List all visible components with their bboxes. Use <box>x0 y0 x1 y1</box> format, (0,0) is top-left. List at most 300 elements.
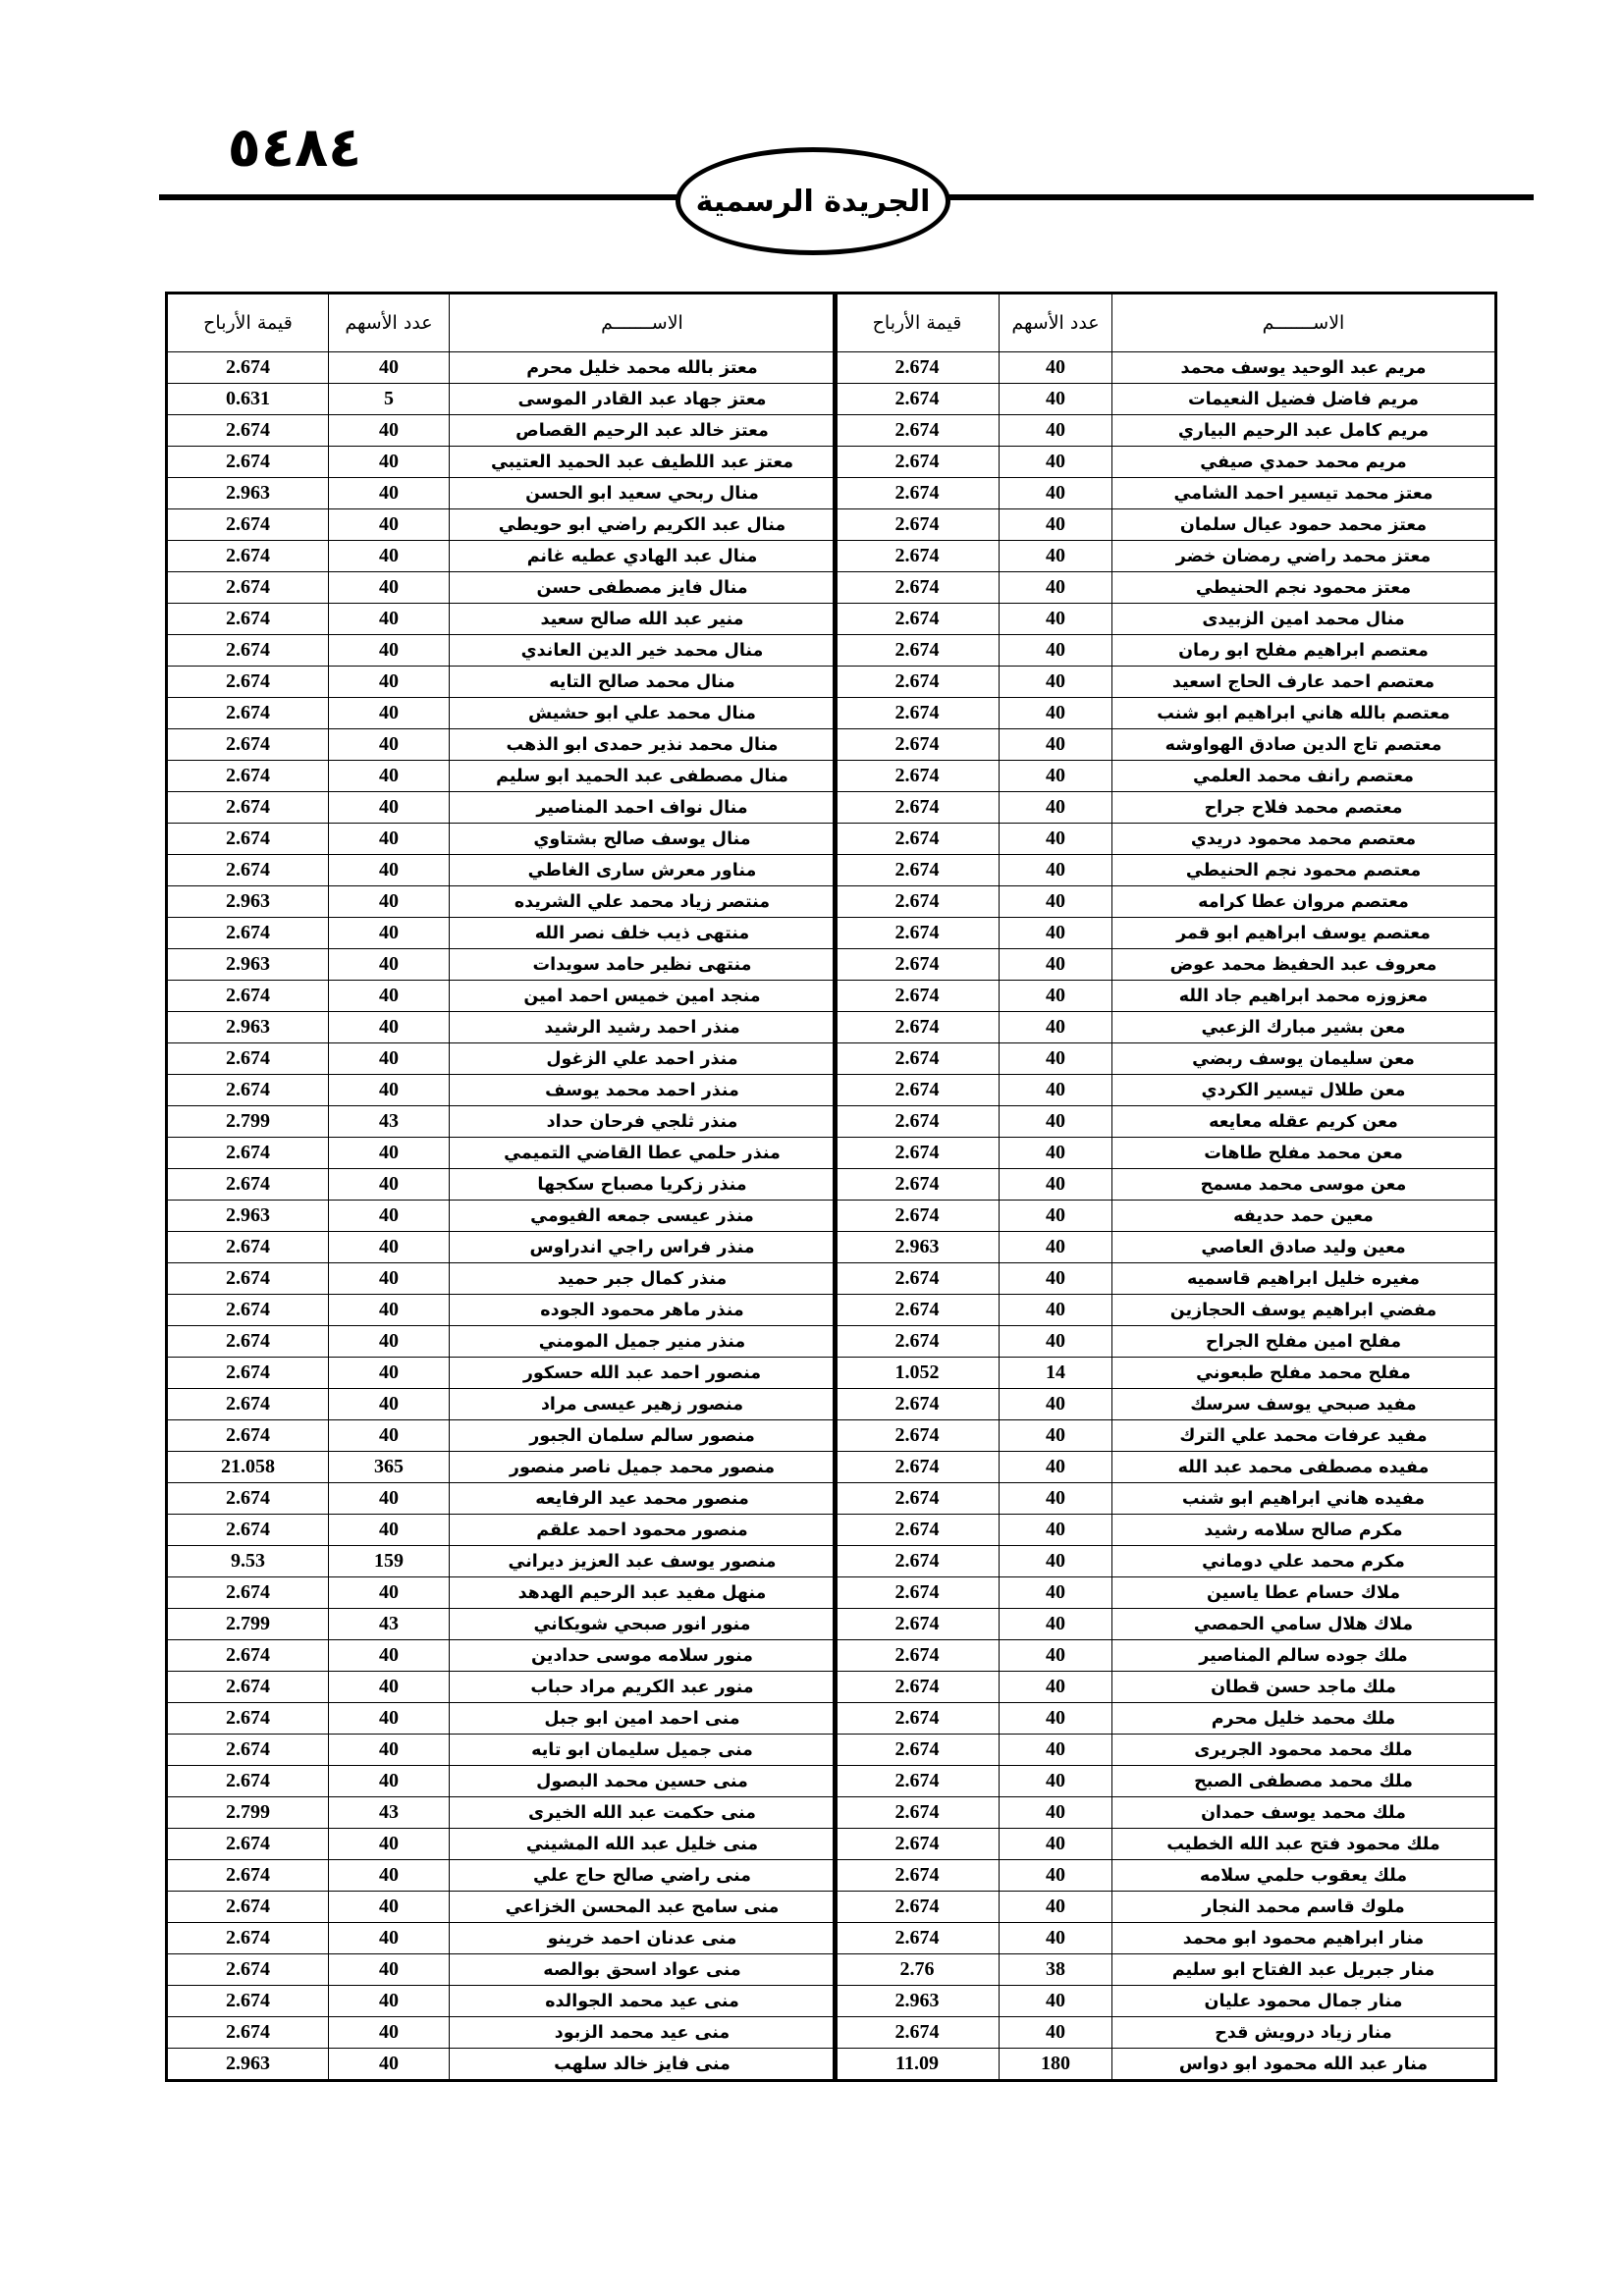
name-cell: مريم محمد حمدي صيفي <box>1112 447 1496 478</box>
profit-cell: 2.674 <box>167 918 329 949</box>
name-cell: مريم عبد الوحيد يوسف محمد <box>1112 352 1496 384</box>
shares-cell: 40 <box>1000 1295 1112 1326</box>
table-row <box>835 1577 1496 1609</box>
name-cell: معتصم بالله هاني ابراهيم ابو شنب <box>1112 698 1496 729</box>
profit-cell: 2.674 <box>835 1892 1000 1923</box>
table-row <box>167 572 837 604</box>
table-row <box>835 1232 1496 1263</box>
table-row <box>835 1201 1496 1232</box>
table-row <box>835 1295 1496 1326</box>
name-cell: منى سامح عبد المحسن الخزاعي <box>450 1892 837 1923</box>
profit-cell: 2.674 <box>167 1420 329 1452</box>
profit-cell: 2.674 <box>835 604 1000 635</box>
profit-cell: 2.674 <box>835 1609 1000 1640</box>
profit-cell: 2.674 <box>835 792 1000 824</box>
profit-cell: 2.674 <box>835 1138 1000 1169</box>
profit-cell: 2.674 <box>835 447 1000 478</box>
table-row <box>167 1766 837 1797</box>
shares-cell: 40 <box>329 1515 450 1546</box>
shares-cell: 40 <box>329 1389 450 1420</box>
table-row <box>835 729 1496 761</box>
shares-cell: 40 <box>329 2049 450 2081</box>
profit-cell: 2.674 <box>835 1043 1000 1075</box>
table-row <box>167 1703 837 1735</box>
name-cell: منال محمد نذير حمدى ابو الذهب <box>450 729 837 761</box>
profit-cell: 2.674 <box>167 667 329 698</box>
table-row <box>167 1515 837 1546</box>
name-cell: ملاك هلال سامي الحمصي <box>1112 1609 1496 1640</box>
name-cell: منذر ماهر محمود الجوده <box>450 1295 837 1326</box>
profit-cell: 2.674 <box>167 1829 329 1860</box>
name-cell: منى فايز خالد سلهب <box>450 2049 837 2081</box>
shares-cell: 40 <box>329 949 450 981</box>
table-row <box>835 1609 1496 1640</box>
profit-cell: 2.674 <box>835 635 1000 667</box>
name-cell: معن سليمان يوسف ربضي <box>1112 1043 1496 1075</box>
shares-cell: 40 <box>1000 1577 1112 1609</box>
table-row <box>167 667 837 698</box>
profit-cell: 2.674 <box>835 1012 1000 1043</box>
name-cell: مريم فاضل فضيل النعيمات <box>1112 384 1496 415</box>
profit-cell: 2.674 <box>835 2017 1000 2049</box>
profit-cell: 2.674 <box>167 1577 329 1609</box>
name-cell: معتصم رانف محمد العلمي <box>1112 761 1496 792</box>
shares-cell: 40 <box>329 509 450 541</box>
table-row <box>167 1954 837 1986</box>
shares-cell: 40 <box>329 761 450 792</box>
profit-cell: 2.674 <box>835 1797 1000 1829</box>
profit-cell: 2.674 <box>835 1326 1000 1358</box>
table-row <box>835 667 1496 698</box>
profit-cell: 2.674 <box>167 761 329 792</box>
table-row <box>167 698 837 729</box>
shares-cell: 40 <box>1000 1860 1112 1892</box>
table-row <box>167 2017 837 2049</box>
table-row <box>167 1012 837 1043</box>
shares-cell: 43 <box>329 1797 450 1829</box>
profit-cell: 2.674 <box>835 729 1000 761</box>
profit-cell: 2.674 <box>167 1075 329 1106</box>
table-row <box>167 886 837 918</box>
shares-cell: 40 <box>1000 761 1112 792</box>
page-number: ٥٤٨٤ <box>227 116 362 180</box>
profit-cell: 2.674 <box>167 698 329 729</box>
profit-cell: 2.674 <box>835 1766 1000 1797</box>
profit-cell: 2.674 <box>167 1138 329 1169</box>
name-cell: معتصم تاج الدين صادق الهواوشه <box>1112 729 1496 761</box>
profit-cell: 2.674 <box>167 1043 329 1075</box>
name-cell: معين وليد صادق العاصي <box>1112 1232 1496 1263</box>
name-cell: منتهى نظير حامد سويدات <box>450 949 837 981</box>
name-cell: مكرم صالح سلامه رشيد <box>1112 1515 1496 1546</box>
profit-cell: 2.963 <box>167 478 329 509</box>
shares-cell: 40 <box>329 855 450 886</box>
name-cell: مفيد صبحي يوسف سرسك <box>1112 1389 1496 1420</box>
shares-cell: 43 <box>329 1106 450 1138</box>
table-row <box>835 1766 1496 1797</box>
table-row <box>167 541 837 572</box>
name-cell: ملك يعقوب حلمي سلامه <box>1112 1860 1496 1892</box>
table-row <box>835 1860 1496 1892</box>
profit-cell: 2.674 <box>167 1640 329 1672</box>
name-cell: مفلح امين مفلح الجراح <box>1112 1326 1496 1358</box>
name-cell: منال عبد الكريم راضي ابو حويطي <box>450 509 837 541</box>
table-row <box>167 1075 837 1106</box>
shares-cell: 40 <box>1000 635 1112 667</box>
profit-cell: 2.674 <box>167 1263 329 1295</box>
shares-cell: 40 <box>1000 1986 1112 2017</box>
profit-cell: 0.631 <box>167 384 329 415</box>
profit-cell: 2.674 <box>167 855 329 886</box>
profit-cell: 2.674 <box>167 729 329 761</box>
profit-cell: 2.674 <box>167 981 329 1012</box>
name-cell: منى عيد محمد الجوالده <box>450 1986 837 2017</box>
table-row <box>167 1609 837 1640</box>
shares-cell: 40 <box>1000 1389 1112 1420</box>
name-cell: منى راضي صالح حاج علي <box>450 1860 837 1892</box>
table-row <box>835 698 1496 729</box>
profit-cell: 2.674 <box>167 572 329 604</box>
table-row <box>835 949 1496 981</box>
profit-cell: 2.674 <box>167 1892 329 1923</box>
profit-cell: 2.674 <box>835 1923 1000 1954</box>
table-row <box>835 1515 1496 1546</box>
profit-cell: 2.674 <box>835 981 1000 1012</box>
shares-cell: 40 <box>1000 572 1112 604</box>
table-row <box>167 415 837 447</box>
gazette-title: الجريدة الرسمية <box>695 184 931 219</box>
table-row <box>167 1169 837 1201</box>
shares-cell: 40 <box>329 886 450 918</box>
shares-cell: 40 <box>1000 447 1112 478</box>
shares-cell: 40 <box>329 1201 450 1232</box>
profit-cell: 2.674 <box>835 1860 1000 1892</box>
profit-cell: 2.674 <box>835 949 1000 981</box>
table-row <box>167 1483 837 1515</box>
shares-cell: 40 <box>1000 1672 1112 1703</box>
table-row <box>167 1735 837 1766</box>
profit-cell: 2.674 <box>835 1201 1000 1232</box>
shares-cell: 40 <box>1000 1483 1112 1515</box>
table-row <box>835 1452 1496 1483</box>
shares-cell: 40 <box>329 1986 450 2017</box>
profit-cell: 2.674 <box>167 1169 329 1201</box>
shares-cell: 40 <box>1000 1043 1112 1075</box>
table-row <box>835 415 1496 447</box>
profit-cell: 2.799 <box>167 1797 329 1829</box>
shares-cell: 40 <box>1000 855 1112 886</box>
name-cell: منال محمد امين الزبيدى <box>1112 604 1496 635</box>
name-cell: منال نواف احمد المناصير <box>450 792 837 824</box>
profit-cell: 2.674 <box>835 1452 1000 1483</box>
shares-cell: 40 <box>1000 886 1112 918</box>
profit-cell: 2.674 <box>167 1954 329 1986</box>
table-row <box>835 1986 1496 2017</box>
shares-cell: 40 <box>329 1326 450 1358</box>
shares-cell: 40 <box>329 918 450 949</box>
shares-cell: 40 <box>1000 1169 1112 1201</box>
shares-cell: 40 <box>329 1577 450 1609</box>
name-cell: مريم كامل عبد الرحيم البياري <box>1112 415 1496 447</box>
name-cell: معتز بالله محمد خليل محرم <box>450 352 837 384</box>
table-row <box>835 1075 1496 1106</box>
table-row <box>835 2017 1496 2049</box>
table-row <box>167 792 837 824</box>
profit-cell: 2.674 <box>835 1483 1000 1515</box>
name-cell: معن موسى محمد مسمح <box>1112 1169 1496 1201</box>
name-cell: منى حسين محمد البصول <box>450 1766 837 1797</box>
profit-cell: 2.963 <box>167 1201 329 1232</box>
profit-cell: 2.674 <box>835 886 1000 918</box>
shares-cell: 40 <box>1000 1703 1112 1735</box>
shares-cell: 40 <box>329 1829 450 1860</box>
profit-cell: 2.963 <box>167 1012 329 1043</box>
name-cell: منور سلامه موسى حدادين <box>450 1640 837 1672</box>
name-cell: معن محمد مفلح طاهات <box>1112 1138 1496 1169</box>
name-cell: معروف عبد الحفيظ محمد عوض <box>1112 949 1496 981</box>
profit-cell: 2.674 <box>167 604 329 635</box>
name-cell: منى حكمت عبد الله الخيرى <box>450 1797 837 1829</box>
name-cell: منار زياد درويش قدح <box>1112 2017 1496 2049</box>
profit-cell: 2.674 <box>167 1735 329 1766</box>
shares-cell: 40 <box>329 1138 450 1169</box>
profit-cell: 2.674 <box>835 352 1000 384</box>
shares-cell: 5 <box>329 384 450 415</box>
table-row <box>835 761 1496 792</box>
table-row <box>167 384 837 415</box>
name-cell: منذر احمد محمد يوسف <box>450 1075 837 1106</box>
profit-cell: 2.674 <box>835 1577 1000 1609</box>
name-cell: منار ابراهيم محمود ابو محمد <box>1112 1923 1496 1954</box>
name-cell: منال مصطفى عبد الحميد ابو سليم <box>450 761 837 792</box>
table-row <box>835 1169 1496 1201</box>
shares-cell: 40 <box>1000 1892 1112 1923</box>
name-cell: منى عيد محمد الزبود <box>450 2017 837 2049</box>
name-cell: ملك محمد يوسف حمدان <box>1112 1797 1496 1829</box>
profit-cell: 2.674 <box>167 509 329 541</box>
name-cell: منى عدنان احمد خرينو <box>450 1923 837 1954</box>
profit-cell: 2.674 <box>835 1640 1000 1672</box>
name-cell: مفلح محمد مفلح طبعوني <box>1112 1358 1496 1389</box>
table-row <box>167 1860 837 1892</box>
name-cell: معتصم محمد فلاح جراح <box>1112 792 1496 824</box>
shares-cell: 40 <box>1000 1201 1112 1232</box>
name-cell: معتصم محمود نجم الحنيطي <box>1112 855 1496 886</box>
column-header-shares: عدد الأسهم <box>329 294 450 352</box>
table-row <box>835 1640 1496 1672</box>
profit-cell: 2.674 <box>167 1515 329 1546</box>
name-cell: مناور معرش سارى الغاطي <box>450 855 837 886</box>
table-row <box>167 1797 837 1829</box>
profit-cell: 21.058 <box>167 1452 329 1483</box>
profit-cell: 2.674 <box>167 1326 329 1358</box>
profit-cell: 2.674 <box>835 824 1000 855</box>
table-row <box>835 541 1496 572</box>
profit-cell: 2.674 <box>835 1515 1000 1546</box>
table-row <box>835 1263 1496 1295</box>
name-cell: ملوك قاسم محمد النجار <box>1112 1892 1496 1923</box>
profit-cell: 2.963 <box>167 2049 329 2081</box>
table-row <box>167 1358 837 1389</box>
name-cell: منال محمد علي ابو حشيش <box>450 698 837 729</box>
table-row <box>167 1923 837 1954</box>
shares-cell: 40 <box>329 1672 450 1703</box>
shares-cell: 40 <box>1000 1766 1112 1797</box>
table-row <box>167 1640 837 1672</box>
profit-cell: 2.674 <box>835 1672 1000 1703</box>
name-cell: معتصم يوسف ابراهيم ابو قمر <box>1112 918 1496 949</box>
table-row <box>167 981 837 1012</box>
table-row <box>835 886 1496 918</box>
shares-cell: 40 <box>329 1954 450 1986</box>
shares-cell: 40 <box>329 635 450 667</box>
shares-cell: 40 <box>1000 667 1112 698</box>
table-row <box>167 1452 837 1483</box>
name-cell: منال فايز مصطفى حسن <box>450 572 837 604</box>
shares-cell: 14 <box>1000 1358 1112 1389</box>
table-row <box>835 981 1496 1012</box>
profit-cell: 2.674 <box>835 384 1000 415</box>
shares-cell: 40 <box>329 1860 450 1892</box>
name-cell: منذر حلمي عطا القاضي التميمي <box>450 1138 837 1169</box>
shares-cell: 40 <box>329 1012 450 1043</box>
shares-cell: 40 <box>329 698 450 729</box>
name-cell: ملك محمد مصطفى الصبح <box>1112 1766 1496 1797</box>
name-cell: ملك محمود فتح عبد الله الخطيب <box>1112 1829 1496 1860</box>
name-cell: منى خليل عبد الله المشيني <box>450 1829 837 1860</box>
profit-cell: 2.76 <box>835 1954 1000 1986</box>
name-cell: منال محمد صالح التايه <box>450 667 837 698</box>
name-cell: مفيد عرفات محمد علي الترك <box>1112 1420 1496 1452</box>
shares-cell: 40 <box>329 1295 450 1326</box>
table-row <box>167 1389 837 1420</box>
table-row <box>835 1389 1496 1420</box>
table-row <box>835 447 1496 478</box>
name-cell: منصور محمد عيد الرفايعه <box>450 1483 837 1515</box>
shareholders-table-right <box>833 292 1497 2082</box>
profit-cell: 2.674 <box>835 1075 1000 1106</box>
table-row <box>167 1295 837 1326</box>
profit-cell: 2.674 <box>835 541 1000 572</box>
profit-cell: 2.674 <box>835 918 1000 949</box>
name-cell: منال ربحي سعيد ابو الحسن <box>450 478 837 509</box>
profit-cell: 2.674 <box>167 1860 329 1892</box>
table-row <box>835 1892 1496 1923</box>
table-row <box>835 352 1496 384</box>
profit-cell: 2.799 <box>167 1609 329 1640</box>
table-row <box>835 1483 1496 1515</box>
shares-cell: 40 <box>1000 1515 1112 1546</box>
name-cell: منذر منير جميل المومني <box>450 1326 837 1358</box>
column-header-profit: قيمة الأرباح <box>835 294 1000 352</box>
shares-cell: 40 <box>329 415 450 447</box>
name-cell: معن بشير مبارك الزعبي <box>1112 1012 1496 1043</box>
shares-cell: 40 <box>1000 1923 1112 1954</box>
profit-cell: 2.674 <box>835 698 1000 729</box>
table-row <box>167 1263 837 1295</box>
name-cell: معتز محمود نجم الحنيطي <box>1112 572 1496 604</box>
name-cell: معتصم مروان عطا كرامه <box>1112 886 1496 918</box>
profit-cell: 2.799 <box>167 1106 329 1138</box>
shares-cell: 40 <box>1000 1326 1112 1358</box>
name-cell: ملك ماجد حسن قطان <box>1112 1672 1496 1703</box>
table-row <box>167 604 837 635</box>
shares-cell: 40 <box>329 352 450 384</box>
name-cell: معتز محمد حمود عيال سلمان <box>1112 509 1496 541</box>
table-row <box>835 509 1496 541</box>
table-row <box>167 855 837 886</box>
name-cell: مكرم محمد علي دوماني <box>1112 1546 1496 1577</box>
profit-cell: 2.674 <box>167 1483 329 1515</box>
profit-cell: 2.674 <box>835 1295 1000 1326</box>
table-row <box>835 1138 1496 1169</box>
column-header-name: الاســـــــم <box>450 294 837 352</box>
table-row <box>167 1106 837 1138</box>
profit-cell: 2.674 <box>835 478 1000 509</box>
shares-cell: 40 <box>1000 509 1112 541</box>
shares-cell: 40 <box>1000 1735 1112 1766</box>
profit-cell: 2.674 <box>835 1829 1000 1860</box>
name-cell: منى جميل سليمان ابو تايه <box>450 1735 837 1766</box>
shares-cell: 40 <box>1000 1232 1112 1263</box>
table-row <box>835 1043 1496 1075</box>
table-row <box>835 1326 1496 1358</box>
profit-cell: 2.674 <box>167 352 329 384</box>
profit-cell: 9.53 <box>167 1546 329 1577</box>
shares-cell: 40 <box>329 2017 450 2049</box>
profit-cell: 2.674 <box>835 1169 1000 1201</box>
table-header-row <box>835 294 1496 352</box>
table-row <box>167 824 837 855</box>
name-cell: منجد امين خميس احمد امين <box>450 981 837 1012</box>
shares-cell: 40 <box>1000 604 1112 635</box>
profit-cell: 2.674 <box>835 509 1000 541</box>
profit-cell: 2.674 <box>835 667 1000 698</box>
profit-cell: 2.963 <box>835 1986 1000 2017</box>
shares-cell: 40 <box>329 478 450 509</box>
shares-cell: 40 <box>329 1892 450 1923</box>
name-cell: معزوزه محمد ابراهيم جاد الله <box>1112 981 1496 1012</box>
profit-cell: 2.674 <box>167 1703 329 1735</box>
name-cell: منى احمد امين ابو جبل <box>450 1703 837 1735</box>
name-cell: منار جمال محمود عليان <box>1112 1986 1496 2017</box>
name-cell: معتز محمد تيسير احمد الشامي <box>1112 478 1496 509</box>
shares-cell: 40 <box>329 824 450 855</box>
shares-cell: 40 <box>1000 918 1112 949</box>
name-cell: منور عبد الكريم مراد حباب <box>450 1672 837 1703</box>
shares-cell: 40 <box>329 1640 450 1672</box>
profit-cell: 2.674 <box>167 415 329 447</box>
name-cell: ملاك حسام عطا ياسين <box>1112 1577 1496 1609</box>
shares-cell: 40 <box>329 981 450 1012</box>
shares-cell: 40 <box>1000 1546 1112 1577</box>
shares-cell: 40 <box>1000 352 1112 384</box>
shares-cell: 40 <box>1000 1263 1112 1295</box>
table-row <box>835 1735 1496 1766</box>
profit-cell: 2.674 <box>835 1546 1000 1577</box>
shares-cell: 40 <box>329 1420 450 1452</box>
table-row <box>167 352 837 384</box>
shares-cell: 40 <box>329 604 450 635</box>
name-cell: منال محمد خير الدين العاندي <box>450 635 837 667</box>
shares-cell: 40 <box>1000 1829 1112 1860</box>
table-row <box>167 2049 837 2081</box>
name-cell: معن كريم عقله معايعه <box>1112 1106 1496 1138</box>
name-cell: معتصم احمد عارف الحاج اسعيد <box>1112 667 1496 698</box>
table-row <box>167 478 837 509</box>
name-cell: منصور محمد جميل ناصر منصور <box>450 1452 837 1483</box>
name-cell: معتز محمد راضي رمضان خضر <box>1112 541 1496 572</box>
